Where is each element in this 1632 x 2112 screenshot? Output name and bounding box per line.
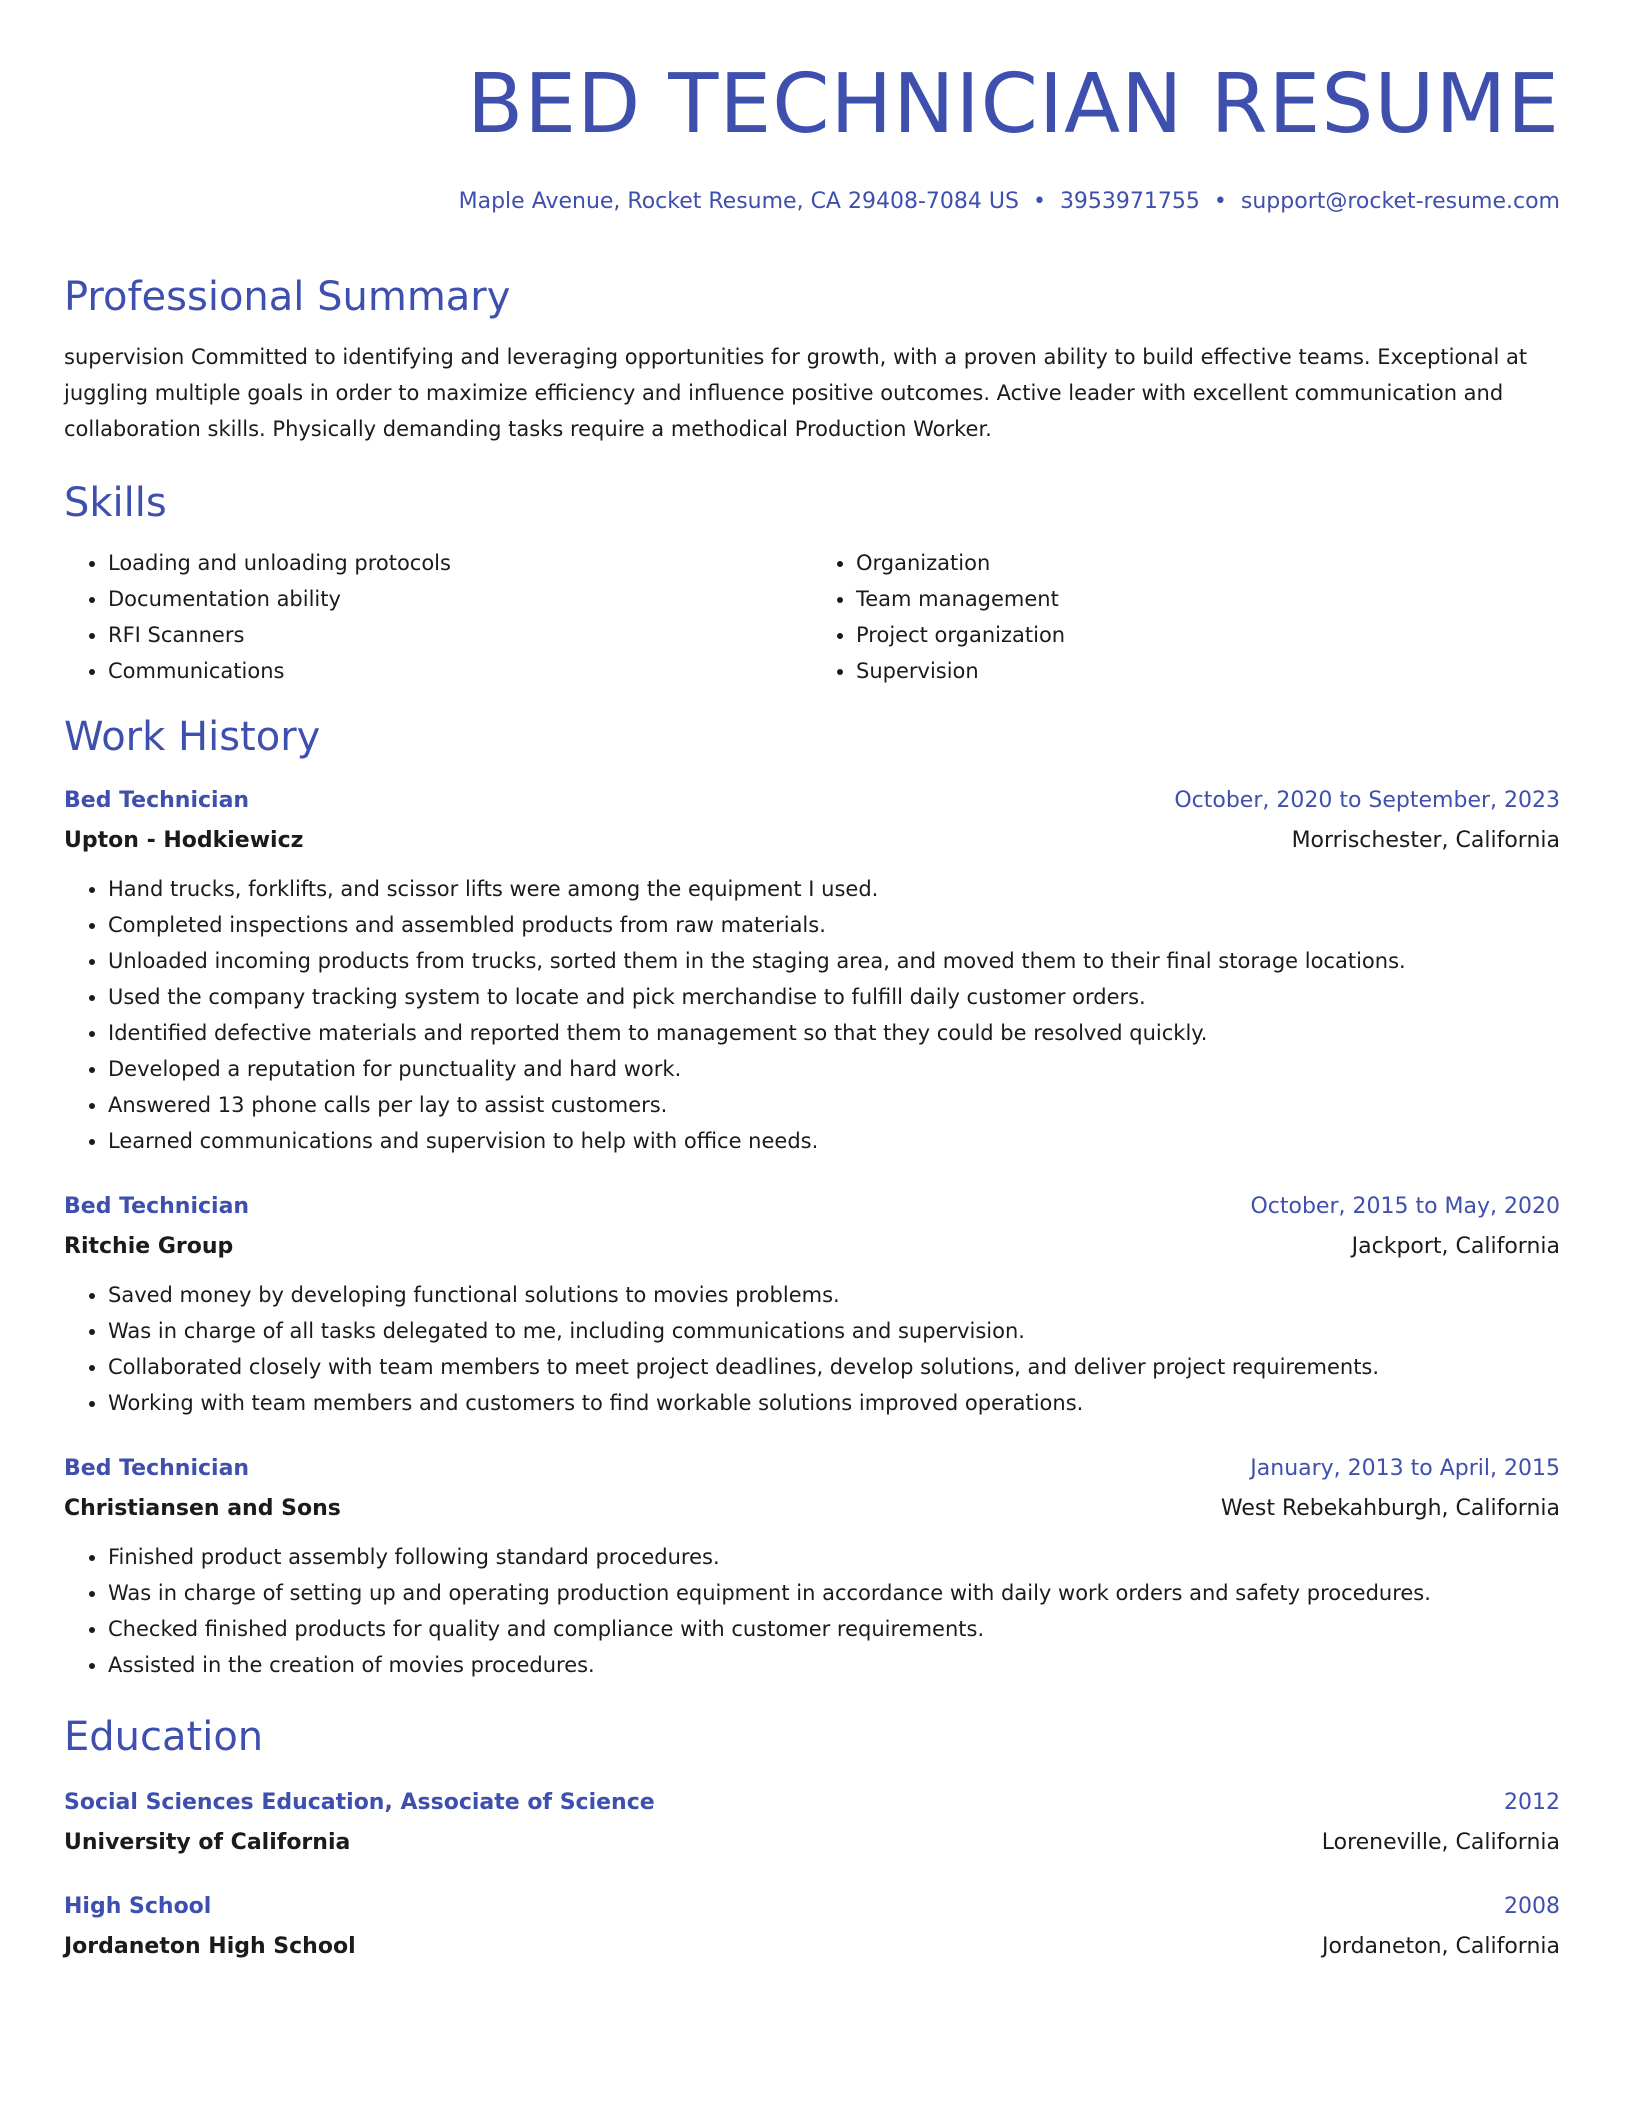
contact-address: Maple Avenue, Rocket Resume, CA 29408-7084 US xyxy=(458,189,1019,214)
education-year: 2012 xyxy=(1504,1790,1560,1815)
skill-item: • RFI Scanners xyxy=(108,617,812,653)
job-company: Christiansen and Sons xyxy=(64,1496,341,1521)
job-dates: October, 2015 to May, 2020 xyxy=(1250,1194,1560,1219)
skills-heading: Skills xyxy=(64,480,167,526)
duty-item: • Finished product assembly following standard procedures. xyxy=(108,1539,1560,1575)
job-location: Morrischester, California xyxy=(1291,828,1560,853)
contact-phone[interactable]: 3953971755 xyxy=(1059,189,1200,214)
duty-item: • Saved money by developing functional solutions to movies problems. xyxy=(108,1277,1560,1313)
skill-item: • Project organization xyxy=(856,617,1560,653)
duty-item: • Assisted in the creation of movies procedures. xyxy=(108,1647,1560,1683)
contact-separator: • xyxy=(1032,189,1046,214)
education-heading: Education xyxy=(64,1714,264,1760)
skills-list xyxy=(64,545,1560,689)
job-entry xyxy=(64,1187,1560,1421)
summary-heading: Professional Summary xyxy=(64,274,511,320)
job-duties xyxy=(64,1539,1560,1683)
duty-item: • Unloaded incoming products from trucks, sorted them in the staging area, and moved them to their final storage locations. xyxy=(108,943,1560,979)
skill-item: • Organization xyxy=(856,545,1560,581)
job-location: West Rebekahburgh, California xyxy=(1220,1496,1560,1521)
education-entry xyxy=(64,1783,1560,1863)
duty-item: • Completed inspections and assembled products from raw materials. xyxy=(108,907,1560,943)
skills-column-right xyxy=(812,545,1560,689)
job-company: Ritchie Group xyxy=(64,1234,234,1259)
job-title: Bed Technician xyxy=(64,1456,250,1481)
job-title: Bed Technician xyxy=(64,788,250,813)
job-duties xyxy=(64,1277,1560,1421)
education-location: Loreneville, California xyxy=(1321,1830,1560,1855)
education-school: Jordaneton High School xyxy=(64,1934,356,1959)
duty-item: • Hand trucks, forklifts, and scissor lifts were among the equipment I used. xyxy=(108,871,1560,907)
summary-text: supervision Committed to identifying and leveraging opportunities for growth, with a proven ability to build effective teams. Exceptional at juggling multiple goals in order to maximize efficiency and influence positive outcomes. Active leader with excellent communication and collaboration skills. Physically demanding tasks require a methodical Production Worker. xyxy=(64,345,1528,441)
education-year: 2008 xyxy=(1504,1894,1560,1919)
resume-page xyxy=(64,0,1560,1967)
duty-item: • Developed a reputation for punctuality and hard work. xyxy=(108,1051,1560,1087)
duty-item: • Used the company tracking system to locate and pick merchandise to fulfill daily customer orders. xyxy=(108,979,1560,1015)
job-entry xyxy=(64,781,1560,1159)
duty-item: • Checked finished products for quality and compliance with customer requirements. xyxy=(108,1611,1560,1647)
job-dates: January, 2013 to April, 2015 xyxy=(1250,1456,1560,1481)
duty-item: • Was in charge of setting up and operating production equipment in accordance with daily work orders and safety procedures. xyxy=(108,1575,1560,1611)
duty-item: • Collaborated closely with team members to meet project deadlines, develop solutions, and deliver project requirements. xyxy=(108,1349,1560,1385)
resume-title: BED TECHNICIAN RESUME xyxy=(467,57,1560,152)
job-duties xyxy=(64,871,1560,1159)
job-location: Jackport, California xyxy=(1351,1234,1560,1259)
job-dates: October, 2020 to September, 2023 xyxy=(1174,788,1560,813)
duty-item: • Answered 13 phone calls per lay to assist customers. xyxy=(108,1087,1560,1123)
skill-item: • Documentation ability xyxy=(108,581,812,617)
education-degree: Social Sciences Education, Associate of Science xyxy=(64,1790,655,1815)
contact-email[interactable]: support@rocket-resume.com xyxy=(1240,189,1560,214)
skill-item: • Communications xyxy=(108,653,812,689)
job-title: Bed Technician xyxy=(64,1194,250,1219)
education-school: University of California xyxy=(64,1830,351,1855)
duty-item: • Was in charge of all tasks delegated to me, including communications and supervision. xyxy=(108,1313,1560,1349)
education-degree: High School xyxy=(64,1894,212,1919)
education-location: Jordaneton, California xyxy=(1321,1934,1560,1959)
skills-column-left xyxy=(64,545,812,689)
job-company: Upton - Hodkiewicz xyxy=(64,828,304,853)
work-history-heading: Work History xyxy=(64,714,321,760)
job-entry xyxy=(64,1449,1560,1683)
skill-item: • Team management xyxy=(856,581,1560,617)
contact-line xyxy=(64,185,1560,219)
skill-item: • Supervision xyxy=(856,653,1560,689)
duty-item: • Working with team members and customers to find workable solutions improved operations. xyxy=(108,1385,1560,1421)
duty-item: • Learned communications and supervision to help with office needs. xyxy=(108,1123,1560,1159)
contact-separator: • xyxy=(1213,189,1227,214)
education-entry xyxy=(64,1887,1560,1967)
duty-item: • Identified defective materials and reported them to management so that they could be resolved quickly. xyxy=(108,1015,1560,1051)
skill-item: • Loading and unloading protocols xyxy=(108,545,812,581)
